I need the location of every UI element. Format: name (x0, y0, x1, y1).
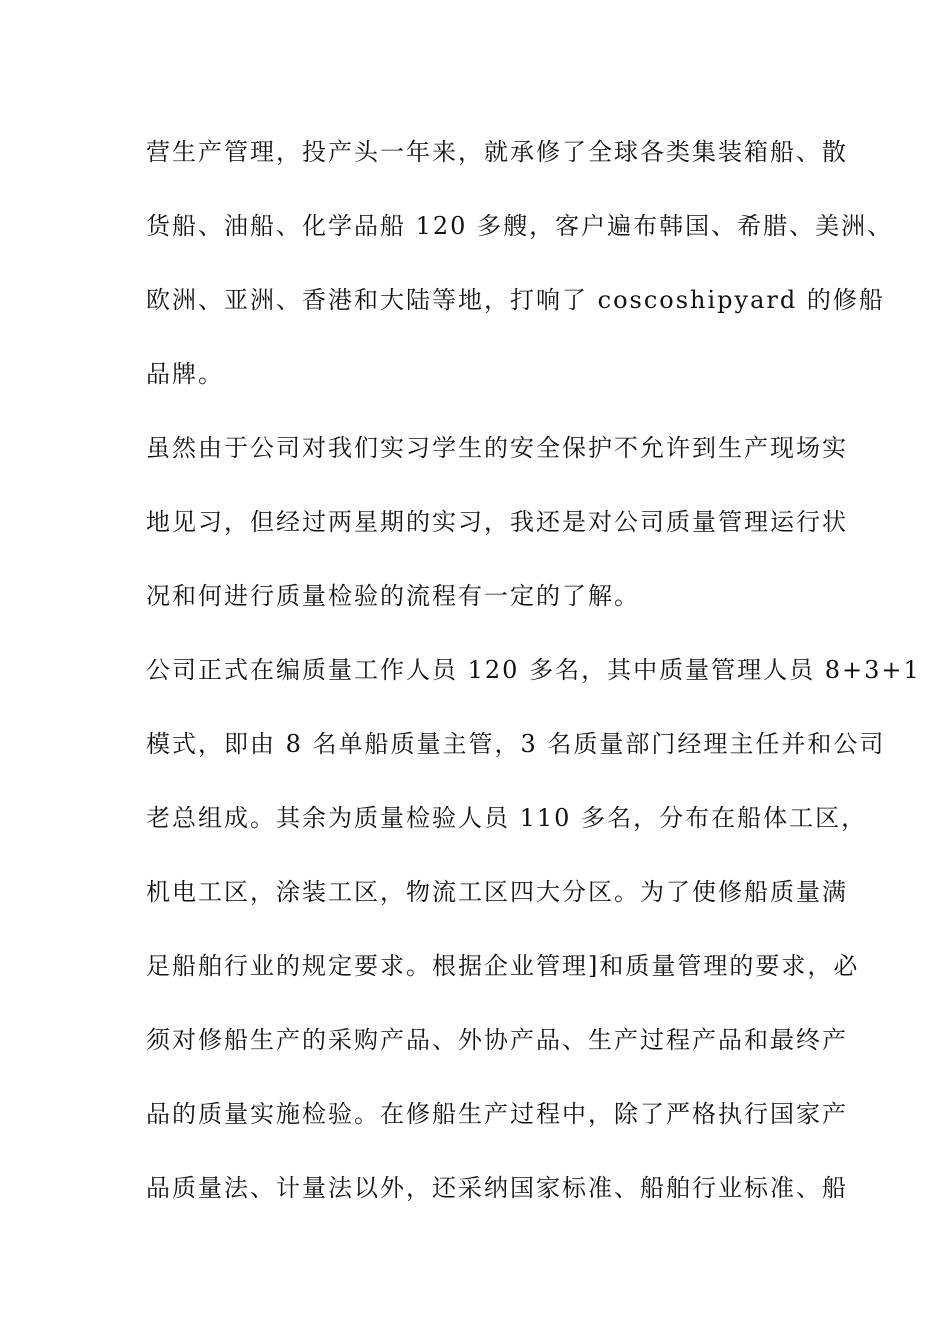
text-line-1: 营生产管理，投产头一年来，就承修了全球各类集装箱船、散 (146, 138, 848, 166)
text-line-2: 货船、油船、化学品船 120 多艘，客户遍布韩国、希腊、美洲、 (146, 212, 894, 240)
text-line-11: 机电工区，涂装工区，物流工区四大分区。为了使修船质量满 (146, 878, 848, 906)
text-line-9: 模式，即由 8 名单船质量主管，3 名质量部门经理主任并和公司 (146, 730, 886, 758)
text-line-4: 品牌。 (146, 360, 224, 388)
text-line-8: 公司正式在编质量工作人员 120 多名，其中质量管理人员 8+3+1 (146, 656, 921, 684)
text-line-14: 品的质量实施检验。在修船生产过程中，除了严格执行国家产 (146, 1100, 848, 1128)
text-line-3: 欧洲、亚洲、香港和大陆等地，打响了 coscoshipyard 的修船 (146, 286, 885, 314)
text-line-12: 足船舶行业的规定要求。根据企业管理]和质量管理的要求，必 (146, 952, 860, 980)
text-line-6: 地见习，但经过两星期的实习，我还是对公司质量管理运行状 (146, 508, 848, 536)
text-line-10: 老总组成。其余为质量检验人员 110 多名，分布在船体工区， (146, 804, 868, 832)
text-line-15: 品质量法、计量法以外，还采纳国家标准、船舶行业标准、船 (146, 1174, 848, 1202)
text-line-5: 虽然由于公司对我们实习学生的安全保护不允许到生产现场实 (146, 434, 848, 462)
text-line-7: 况和何进行质量检验的流程有一定的了解。 (146, 582, 640, 610)
text-line-13: 须对修船生产的采购产品、外协产品、生产过程产品和最终产 (146, 1026, 848, 1054)
